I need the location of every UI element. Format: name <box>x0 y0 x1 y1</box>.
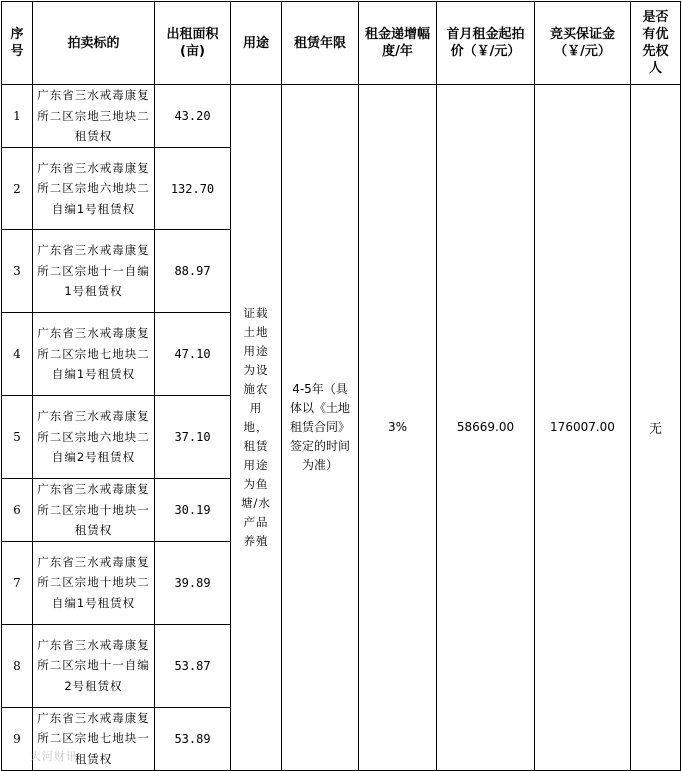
row-target: 广东省三水戒毒康复所二区宗地十地块二自编1号租赁权 <box>33 541 155 624</box>
row-seq: 3 <box>2 230 33 313</box>
auction-table <box>1 1 681 771</box>
header-area: 出租面积(亩) <box>155 2 231 85</box>
shared-deposit: 176007.00 <box>535 85 631 771</box>
header-start-price: 首月租金起拍价（￥/元） <box>437 2 535 85</box>
row-area: 53.89 <box>155 707 231 770</box>
header-seq: 序号 <box>2 2 33 85</box>
table-row <box>2 85 681 148</box>
row-target: 广东省三水戒毒康复所二区宗地六地块二自编2号租赁权 <box>33 396 155 479</box>
header-target: 拍卖标的 <box>33 2 155 85</box>
row-area: 53.87 <box>155 624 231 707</box>
row-area: 39.89 <box>155 541 231 624</box>
row-area: 88.97 <box>155 230 231 313</box>
row-seq: 4 <box>2 313 33 396</box>
row-area: 43.20 <box>155 85 231 148</box>
shared-increase: 3% <box>359 85 437 771</box>
shared-start-price: 58669.00 <box>437 85 535 771</box>
row-seq: 5 <box>2 396 33 479</box>
row-target: 广东省三水戒毒康复所二区宗地三地块二租赁权 <box>33 85 155 148</box>
row-seq: 2 <box>2 148 33 230</box>
row-seq: 6 <box>2 479 33 542</box>
header-priority: 是否有优先权人 <box>631 2 681 85</box>
shared-term: 4-5年（具体以《土地租赁合同》签定的时间为准） <box>282 85 359 771</box>
row-area: 30.19 <box>155 479 231 542</box>
row-target: 广东省三水戒毒康复所二区宗地七地块一租赁权 <box>33 707 155 770</box>
watermark: 大河财讯 <box>30 750 78 763</box>
shared-usage: 证载土地用途为设施农用地，租赁用途为鱼塘/水产品养殖 <box>231 85 282 771</box>
row-target: 广东省三水戒毒康复所二区宗地十一自编1号租赁权 <box>33 230 155 313</box>
header-increase: 租金递增幅度/年 <box>359 2 437 85</box>
row-area: 47.10 <box>155 313 231 396</box>
row-target: 广东省三水戒毒康复所二区宗地十地块一租赁权 <box>33 479 155 542</box>
header-row <box>2 2 681 85</box>
row-area: 37.10 <box>155 396 231 479</box>
row-target: 广东省三水戒毒康复所二区宗地七地块二自编1号租赁权 <box>33 313 155 396</box>
header-term: 租赁年限 <box>282 2 359 85</box>
header-deposit: 竞买保证金（￥/元） <box>535 2 631 85</box>
header-usage: 用途 <box>231 2 282 85</box>
row-area: 132.70 <box>155 148 231 230</box>
shared-priority: 无 <box>631 85 681 771</box>
row-seq: 9 <box>2 707 33 770</box>
row-target: 广东省三水戒毒康复所二区宗地六地块二自编1号租赁权 <box>33 148 155 230</box>
row-target: 广东省三水戒毒康复所二区宗地十一自编2号租赁权 <box>33 624 155 707</box>
row-seq: 1 <box>2 85 33 148</box>
row-seq: 7 <box>2 541 33 624</box>
row-seq: 8 <box>2 624 33 707</box>
